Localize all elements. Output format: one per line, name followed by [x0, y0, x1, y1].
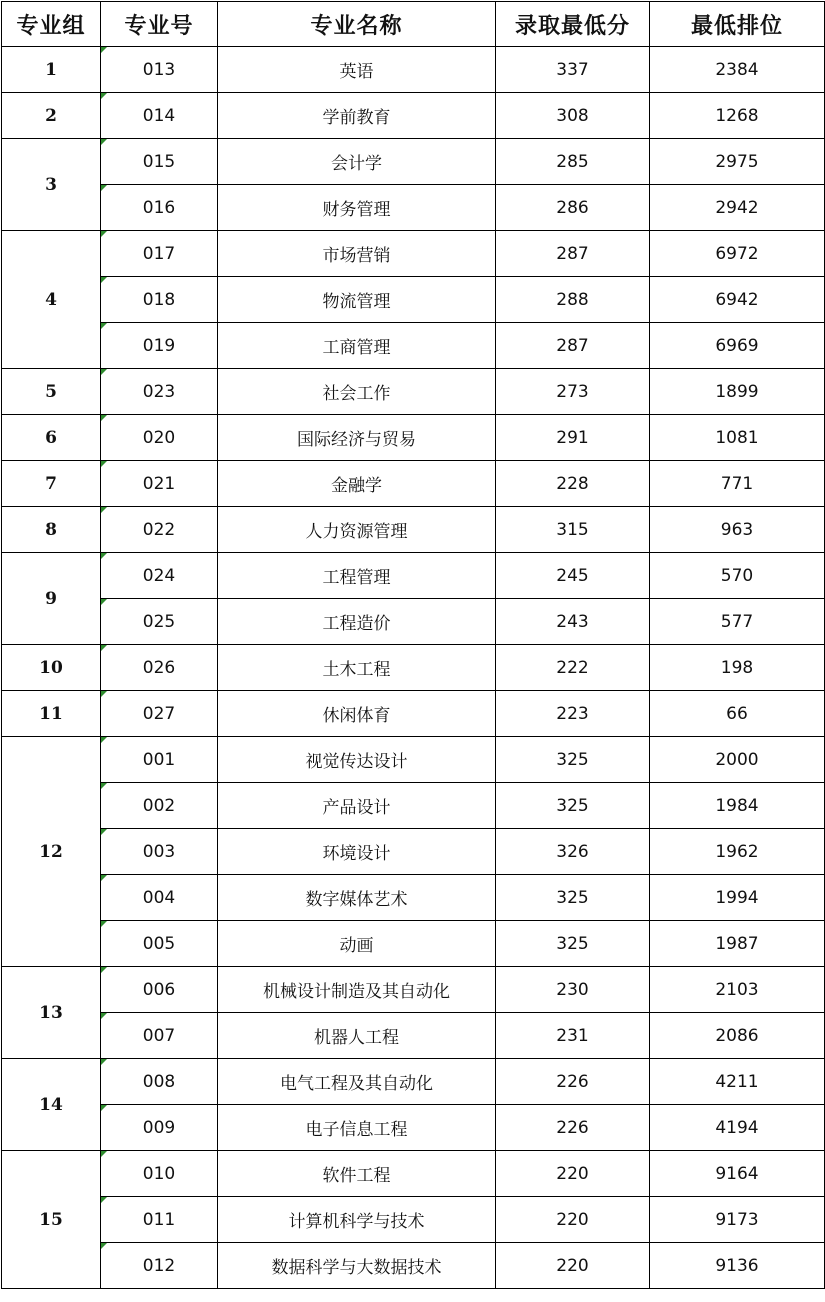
header-name: 专业名称	[218, 2, 496, 47]
major-code-cell: 016	[101, 185, 218, 231]
major-name-cell: 工程造价	[218, 599, 496, 645]
table-row	[2, 185, 825, 231]
min-rank-cell: 1962	[650, 829, 825, 875]
min-score-cell: 326	[496, 829, 650, 875]
min-rank-cell: 4194	[650, 1105, 825, 1151]
min-rank-cell: 198	[650, 645, 825, 691]
table-row	[2, 645, 825, 691]
major-name-cell: 工商管理	[218, 323, 496, 369]
major-name-cell: 财务管理	[218, 185, 496, 231]
major-name-cell: 计算机科学与技术	[218, 1197, 496, 1243]
major-name-cell: 电气工程及其自动化	[218, 1059, 496, 1105]
major-name-cell: 土木工程	[218, 645, 496, 691]
major-name-cell: 视觉传达设计	[218, 737, 496, 783]
major-name-cell: 国际经济与贸易	[218, 415, 496, 461]
table-row	[2, 1197, 825, 1243]
min-score-cell: 325	[496, 875, 650, 921]
table-row	[2, 1013, 825, 1059]
major-code-cell: 024	[101, 553, 218, 599]
min-rank-cell: 963	[650, 507, 825, 553]
major-code-cell: 003	[101, 829, 218, 875]
min-rank-cell: 1268	[650, 93, 825, 139]
min-rank-cell: 1987	[650, 921, 825, 967]
min-score-cell: 325	[496, 921, 650, 967]
table-row	[2, 921, 825, 967]
table-row	[2, 415, 825, 461]
header-code: 专业号	[101, 2, 218, 47]
min-rank-cell: 2103	[650, 967, 825, 1013]
major-name-cell: 市场营销	[218, 231, 496, 277]
table-row	[2, 783, 825, 829]
header-min-score: 录取最低分	[496, 2, 650, 47]
min-rank-cell: 2975	[650, 139, 825, 185]
major-code-cell: 014	[101, 93, 218, 139]
major-code-cell: 023	[101, 369, 218, 415]
min-score-cell: 226	[496, 1059, 650, 1105]
table-row	[2, 93, 825, 139]
major-name-cell: 英语	[218, 47, 496, 93]
major-code-cell: 019	[101, 323, 218, 369]
min-score-cell: 325	[496, 737, 650, 783]
group-number-cell: 6	[2, 415, 101, 461]
major-code-cell: 010	[101, 1151, 218, 1197]
major-name-cell: 产品设计	[218, 783, 496, 829]
min-rank-cell: 9173	[650, 1197, 825, 1243]
min-rank-cell: 2086	[650, 1013, 825, 1059]
min-score-cell: 273	[496, 369, 650, 415]
min-score-cell: 243	[496, 599, 650, 645]
table-row	[2, 231, 825, 277]
min-rank-cell: 771	[650, 461, 825, 507]
major-code-cell: 006	[101, 967, 218, 1013]
group-number-cell: 15	[2, 1151, 101, 1289]
major-name-cell: 动画	[218, 921, 496, 967]
major-code-cell: 008	[101, 1059, 218, 1105]
group-number-cell: 8	[2, 507, 101, 553]
major-code-cell: 021	[101, 461, 218, 507]
group-number-cell: 1	[2, 47, 101, 93]
table-row	[2, 1151, 825, 1197]
min-rank-cell: 6942	[650, 277, 825, 323]
table-row	[2, 139, 825, 185]
major-code-cell: 018	[101, 277, 218, 323]
table-row	[2, 1105, 825, 1151]
table-row	[2, 461, 825, 507]
group-number-cell: 9	[2, 553, 101, 645]
min-score-cell: 291	[496, 415, 650, 461]
min-score-cell: 287	[496, 323, 650, 369]
major-name-cell: 数字媒体艺术	[218, 875, 496, 921]
major-name-cell: 金融学	[218, 461, 496, 507]
min-score-cell: 226	[496, 1105, 650, 1151]
min-rank-cell: 2942	[650, 185, 825, 231]
major-code-cell: 004	[101, 875, 218, 921]
min-score-cell: 315	[496, 507, 650, 553]
table-row	[2, 369, 825, 415]
min-rank-cell: 570	[650, 553, 825, 599]
min-rank-cell: 66	[650, 691, 825, 737]
group-number-cell: 3	[2, 139, 101, 231]
min-rank-cell: 6969	[650, 323, 825, 369]
group-number-cell: 13	[2, 967, 101, 1059]
min-rank-cell: 577	[650, 599, 825, 645]
group-number-cell: 5	[2, 369, 101, 415]
min-rank-cell: 2384	[650, 47, 825, 93]
major-code-cell: 026	[101, 645, 218, 691]
min-rank-cell: 9136	[650, 1243, 825, 1289]
group-number-cell: 14	[2, 1059, 101, 1151]
major-name-cell: 社会工作	[218, 369, 496, 415]
major-name-cell: 工程管理	[218, 553, 496, 599]
table-row	[2, 829, 825, 875]
major-code-cell: 007	[101, 1013, 218, 1059]
table-row	[2, 691, 825, 737]
major-name-cell: 物流管理	[218, 277, 496, 323]
major-code-cell: 013	[101, 47, 218, 93]
min-rank-cell: 4211	[650, 1059, 825, 1105]
min-score-cell: 220	[496, 1197, 650, 1243]
major-code-cell: 011	[101, 1197, 218, 1243]
major-name-cell: 软件工程	[218, 1151, 496, 1197]
group-number-cell: 4	[2, 231, 101, 369]
table-row	[2, 323, 825, 369]
major-name-cell: 学前教育	[218, 93, 496, 139]
table-row	[2, 553, 825, 599]
table-row	[2, 875, 825, 921]
min-score-cell: 308	[496, 93, 650, 139]
header-min-rank: 最低排位	[650, 2, 825, 47]
min-score-cell: 287	[496, 231, 650, 277]
major-code-cell: 005	[101, 921, 218, 967]
admission-table	[1, 1, 825, 1289]
major-code-cell: 009	[101, 1105, 218, 1151]
min-score-cell: 220	[496, 1243, 650, 1289]
min-rank-cell: 1984	[650, 783, 825, 829]
min-score-cell: 222	[496, 645, 650, 691]
group-number-cell: 2	[2, 93, 101, 139]
major-code-cell: 001	[101, 737, 218, 783]
header-row	[2, 2, 825, 47]
table-row	[2, 737, 825, 783]
major-name-cell: 电子信息工程	[218, 1105, 496, 1151]
min-score-cell: 220	[496, 1151, 650, 1197]
min-score-cell: 245	[496, 553, 650, 599]
min-score-cell: 337	[496, 47, 650, 93]
header-group: 专业组	[2, 2, 101, 47]
table-row	[2, 277, 825, 323]
min-rank-cell: 9164	[650, 1151, 825, 1197]
major-code-cell: 027	[101, 691, 218, 737]
table-row	[2, 47, 825, 93]
major-code-cell: 012	[101, 1243, 218, 1289]
table-body	[2, 47, 825, 1289]
table-row	[2, 1243, 825, 1289]
major-code-cell: 002	[101, 783, 218, 829]
major-name-cell: 机械设计制造及其自动化	[218, 967, 496, 1013]
major-code-cell: 022	[101, 507, 218, 553]
major-code-cell: 015	[101, 139, 218, 185]
table-row	[2, 967, 825, 1013]
major-name-cell: 数据科学与大数据技术	[218, 1243, 496, 1289]
group-number-cell: 10	[2, 645, 101, 691]
major-code-cell: 025	[101, 599, 218, 645]
min-rank-cell: 1081	[650, 415, 825, 461]
min-score-cell: 325	[496, 783, 650, 829]
min-rank-cell: 1994	[650, 875, 825, 921]
group-number-cell: 7	[2, 461, 101, 507]
major-code-cell: 017	[101, 231, 218, 277]
major-name-cell: 机器人工程	[218, 1013, 496, 1059]
major-code-cell: 020	[101, 415, 218, 461]
group-number-cell: 11	[2, 691, 101, 737]
major-name-cell: 环境设计	[218, 829, 496, 875]
table-row	[2, 599, 825, 645]
major-name-cell: 休闲体育	[218, 691, 496, 737]
min-score-cell: 231	[496, 1013, 650, 1059]
min-score-cell: 230	[496, 967, 650, 1013]
table-row	[2, 507, 825, 553]
min-score-cell: 223	[496, 691, 650, 737]
group-number-cell: 12	[2, 737, 101, 967]
major-name-cell: 会计学	[218, 139, 496, 185]
min-rank-cell: 1899	[650, 369, 825, 415]
min-score-cell: 286	[496, 185, 650, 231]
table-row	[2, 1059, 825, 1105]
min-score-cell: 285	[496, 139, 650, 185]
major-name-cell: 人力资源管理	[218, 507, 496, 553]
min-score-cell: 288	[496, 277, 650, 323]
min-rank-cell: 6972	[650, 231, 825, 277]
min-rank-cell: 2000	[650, 737, 825, 783]
min-score-cell: 228	[496, 461, 650, 507]
